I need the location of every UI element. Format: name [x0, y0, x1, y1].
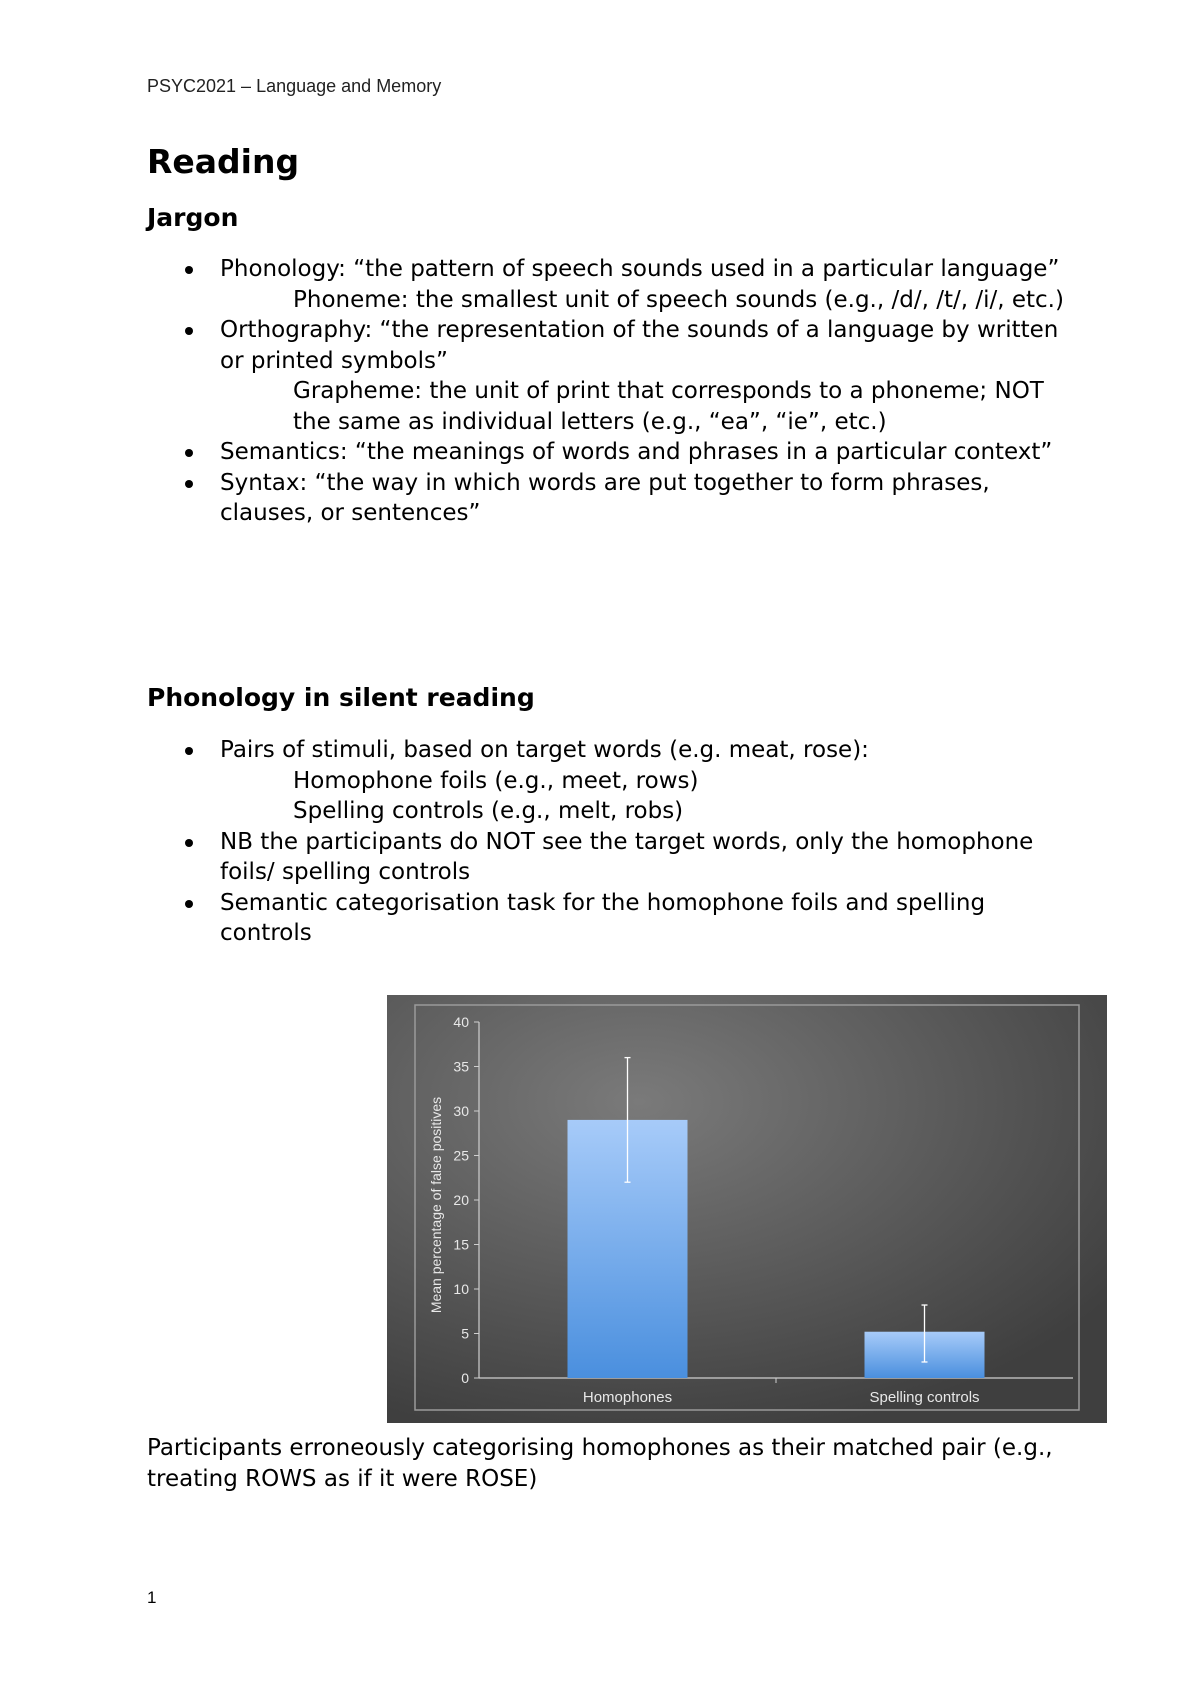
bullet-icon: [185, 449, 193, 457]
bullet-icon: [185, 327, 193, 335]
y-axis-label: Mean percentage of false positives: [428, 1096, 444, 1314]
y-tick-label: 30: [453, 1103, 469, 1119]
list-item: [147, 827, 1067, 888]
list-item-text: NB the participants do NOT see the target words, only the homophone foils/ spelling controls: [220, 828, 1034, 885]
phonology-heading: Phonology in silent reading: [147, 683, 535, 712]
phonology-list: [147, 735, 1067, 949]
bar-chart-svg: [387, 995, 1107, 1423]
list-item: [147, 888, 1067, 949]
chart-background: [387, 995, 1107, 1423]
chart-caption: Participants erroneously categorising homophones as their matched pair (e.g., treating ROWS as if it were ROSE): [147, 1435, 1053, 1492]
y-tick-label: 5: [461, 1325, 469, 1342]
jargon-list: [147, 254, 1067, 529]
bullet-icon: [185, 266, 193, 274]
page-title: Reading: [147, 142, 300, 181]
list-subitem: Phoneme: the smallest unit of speech sounds (e.g., /d/, /t/, /i/, etc.): [293, 286, 1064, 313]
bullet-icon: [185, 747, 193, 755]
list-item: [147, 437, 1067, 468]
list-item: [147, 468, 1067, 529]
list-item: [147, 735, 1067, 827]
y-tick-label: 20: [453, 1192, 469, 1208]
bar-chart: [387, 995, 1107, 1423]
list-item-text: Pairs of stimuli, based on target words (e.g. meat, rose):: [220, 737, 869, 763]
page-number: 1: [147, 1588, 157, 1607]
list-item: [147, 315, 1067, 437]
bullet-icon: [185, 900, 193, 908]
y-tick-label: 10: [453, 1281, 469, 1297]
list-subitem: Grapheme: the unit of print that corresponds to a phoneme; NOT the same as individual letters (e.g., “ea”, “ie”, etc.): [293, 378, 1044, 435]
y-tick-label: 35: [453, 1058, 469, 1075]
list-item-text: Orthography: “the representation of the sounds of a language by written or printed symbols”: [220, 317, 1059, 374]
bullet-icon: [185, 480, 193, 488]
course-header: PSYC2021 – Language and Memory: [147, 76, 442, 96]
list-item-text: Phonology: “the pattern of speech sounds used in a particular language”: [220, 256, 1060, 282]
x-tick-label: Spelling controls: [869, 1389, 980, 1406]
list-subitem: Spelling controls (e.g., melt, robs): [293, 798, 684, 824]
list-item-text: Semantics: “the meanings of words and phrases in a particular context”: [220, 439, 1053, 465]
list-item-text: Semantic categorisation task for the homophone foils and spelling controls: [220, 889, 986, 946]
jargon-heading: Jargon: [147, 203, 239, 232]
x-tick-label: Homophones: [582, 1389, 673, 1406]
bullet-icon: [185, 839, 193, 847]
y-tick-label: 25: [453, 1147, 469, 1164]
list-item: [147, 254, 1067, 315]
y-tick-label: 0: [461, 1370, 469, 1386]
list-item-text: Syntax: “the way in which words are put together to form phrases, clauses, or sentences”: [220, 469, 990, 526]
y-tick-label: 40: [453, 1014, 469, 1030]
y-tick-label: 15: [453, 1236, 469, 1253]
list-subitem: Homophone foils (e.g., meet, rows): [293, 767, 699, 794]
